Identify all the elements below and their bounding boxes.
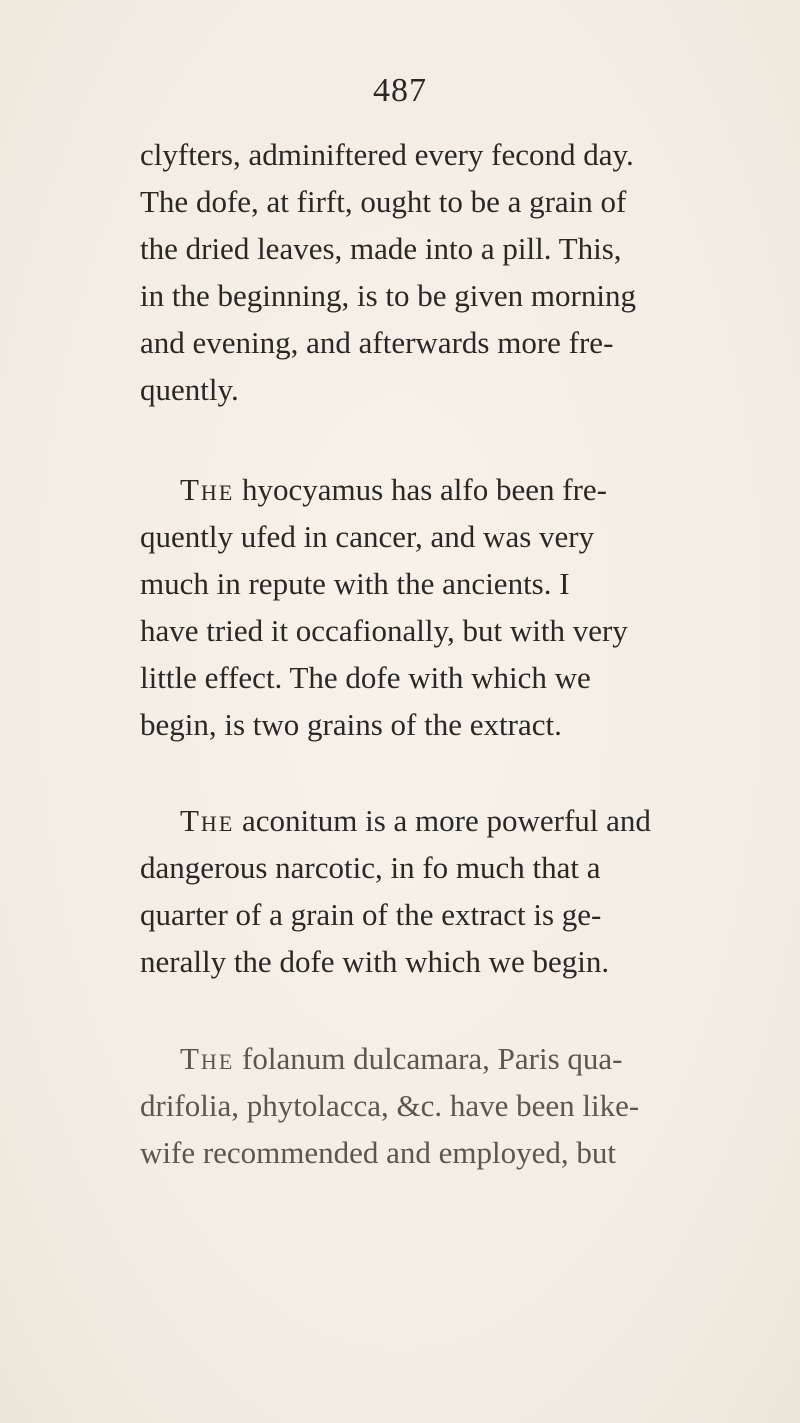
text-line-rest: hyocyamus has alfo been fre- — [234, 472, 607, 507]
text-line: dangerous narcotic, in fo much that a — [140, 850, 601, 885]
text-line-first — [140, 1035, 720, 1082]
text-line: in the beginning, is to be given morning — [140, 278, 636, 313]
text-line-first — [140, 466, 720, 513]
text-line: The dofe, at firft, ought to be a grain of — [140, 184, 627, 219]
paragraph-lead-word: The — [180, 472, 235, 507]
text-line: quently. — [140, 372, 239, 407]
text-line: begin, is two grains of the extract. — [140, 707, 562, 742]
text-line: nerally the dofe with which we begin. — [140, 944, 610, 979]
text-line: and evening, and afterwards more fre- — [140, 325, 614, 360]
paragraph-lead-word: The — [180, 803, 235, 838]
text-line-rest: aconitum is a more powerful and — [234, 803, 651, 838]
text-line: drifolia, phytolacca, &c. have been like- — [140, 1088, 640, 1123]
text-line: clyfters, adminiftered every fecond day. — [140, 137, 634, 172]
text-line-first — [140, 797, 720, 844]
text-line: the dried leaves, made into a pill. This, — [140, 231, 622, 266]
page-number: 487 — [373, 72, 427, 109]
paragraph-3 — [140, 797, 720, 985]
text-line: much in repute with the ancients. I — [140, 566, 570, 601]
text-line: wife recommended and employed, but — [140, 1135, 617, 1170]
text-line: quarter of a grain of the extract is ge- — [140, 897, 602, 932]
paragraph-4 — [140, 1035, 720, 1176]
paragraph-1 — [140, 131, 720, 413]
text-line: have tried it occafionally, but with very — [140, 613, 628, 648]
text-line: little effect. The dofe with which we — [140, 660, 591, 695]
paragraph-2 — [140, 466, 720, 748]
text-line-rest: folanum dulcamara, Paris qua- — [234, 1041, 623, 1076]
text-line: quently ufed in cancer, and was very — [140, 519, 595, 554]
paragraph-lead-word: The — [180, 1041, 235, 1076]
